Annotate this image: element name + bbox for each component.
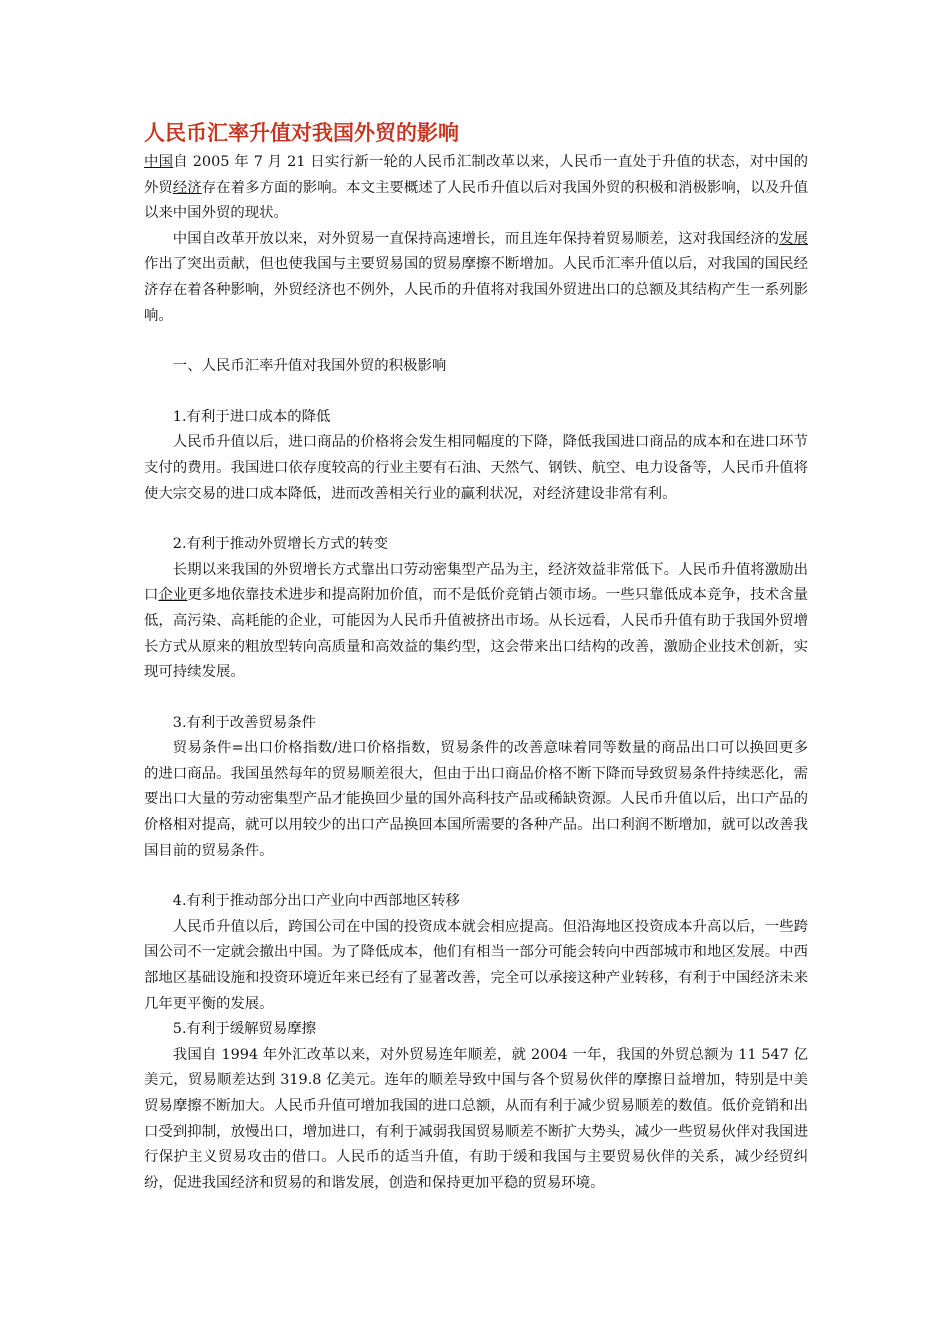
point-1-heading: 1.有利于进口成本的降低 [172,408,331,425]
intro-text-2: 存在着多方面的影响。本文主要概述了人民币升值以后对我国外贸的积极和消极影响，以及升值以来中国外贸的现状。 [144,179,808,222]
spacer [144,507,808,532]
article-title: 人民币汇率升值对我国外贸的影响 [144,121,459,145]
point-4-heading: 4.有利于推动部分出口产业向中西部地区转移 [172,893,460,910]
point-5-body: 我国自 1994 年外汇改革以来，对外贸易连年顺差，就 2004 一年，我国的外贸总额为 11 547 亿美元，贸易顺差达到 319.8 亿美元。连年的顺差导致中国与各个贸易伙伴的摩擦日益增加，特别是中美贸易摩擦不断加大。人民币升值可增加我国的进口总额，从而有利于减少贸易顺差的数值。低价竞销和出口受到抑制，放慢出口，增加进口，有利于减弱我国贸易顺差不断扩大势头，减少一些贸易伙伴对我国进行保护主义贸易攻击的借口。人民币的适当升值，有助于缓和我国与主要贸易伙伴的关系，减少经贸纠纷，促进我国经济和贸易的和谐发展，创造和保持更加平稳的贸易环境。 [144,1046,808,1191]
article [144,118,808,1196]
intro-paragraph [144,150,808,227]
point-3-heading: 3.有利于改善贸易条件 [172,714,317,731]
background-text-2: 作出了突出贡献，但也使我国与主要贸易国的贸易摩擦不断增加。人民币汇率升值以后，对我国的国民经济存在着各种影响，外贸经济也不例外，人民币的升值将对我国外贸进出口的总额及其结构产生一系列影响。 [144,256,808,324]
spacer [144,686,808,711]
point-2-text-1: 长期以来我国的外贸增长方式靠出口劳动密集型产品为主，经济效益非常低下。人民币升值将激励出口 [144,561,808,604]
point-5-heading: 5.有利于缓解贸易摩擦 [172,1021,317,1038]
point-1-body: 人民币升值以后，进口商品的价格将会发生相同幅度的下降，降低我国进口商品的成本和在进口环节支付的费用。我国进口依存度较高的行业主要有石油、天然气、钢铁、航空、电力设备等，人民币升值将使大宗交易的进口成本降低，进而改善相关行业的赢利状况，对经济建设非常有利。 [144,434,808,502]
section-heading-positive: 一、人民币汇率升值对我国外贸的积极影响 [172,358,447,375]
spacer [144,329,808,354]
background-paragraph [144,227,808,329]
point-2-text-2: 更多地依靠技术进步和提高附加价值，而不是低价竞销占领市场。一些只靠低成本竞争，技术含量低，高污染、高耗能的企业，可能因为人民币升值被挤出市场。从长远看，人民币升值有助于我国外贸增长方式从原来的粗放型转向高质量和高效益的集约型，这会带来出口结构的改善，激励企业技术创新，实现可持续发展。 [144,587,808,681]
spacer [144,380,808,405]
link-enterprise[interactable]: 企业 [158,587,188,604]
background-text-1: 中国自改革开放以来，对外贸易一直保持高速增长，而且连年保持着贸易顺差，这对我国经济的 [172,230,780,247]
link-economy[interactable]: 经济 [172,179,202,196]
point-2-heading: 2.有利于推动外贸增长方式的转变 [172,536,388,553]
link-china[interactable]: 中国 [144,154,174,170]
point-4-body: 人民币升值以后，跨国公司在中国的投资成本就会相应提高。但沿海地区投资成本升高以后，一些跨国公司不一定就会撤出中国。为了降低成本，他们有相当一部分可能会转向中西部城市和地区发展。中西部地区基础设施和投资环境近年来已经有了显著改善，完全可以承接这种产业转移，有利于中国经济未来几年更平衡的发展。 [144,918,808,1012]
link-development[interactable]: 发展 [779,230,808,247]
spacer [144,864,808,889]
point-3-body: 贸易条件=出口价格指数/进口价格指数，贸易条件的改善意味着同等数量的商品出口可以换回更多的进口商品。我国虽然每年的贸易顺差很大，但由于出口商品价格不断下降而导致贸易条件持续恶化，需要出口大量的劳动密集型产品才能换回少量的国外高科技产品或稀缺资源。人民币升值以后，出口产品的价格相对提高，就可以用较少的出口产品换回本国所需要的各种产品。出口利润不断增加，就可以改善我国目前的贸易条件。 [144,740,808,859]
point-2-body [144,558,808,686]
intro-text-1: 自 2005 年 7 月 21 日实行新一轮的人民币汇制改革以来，人民币一直处于升值的状态，对中国的外贸 [144,154,808,196]
